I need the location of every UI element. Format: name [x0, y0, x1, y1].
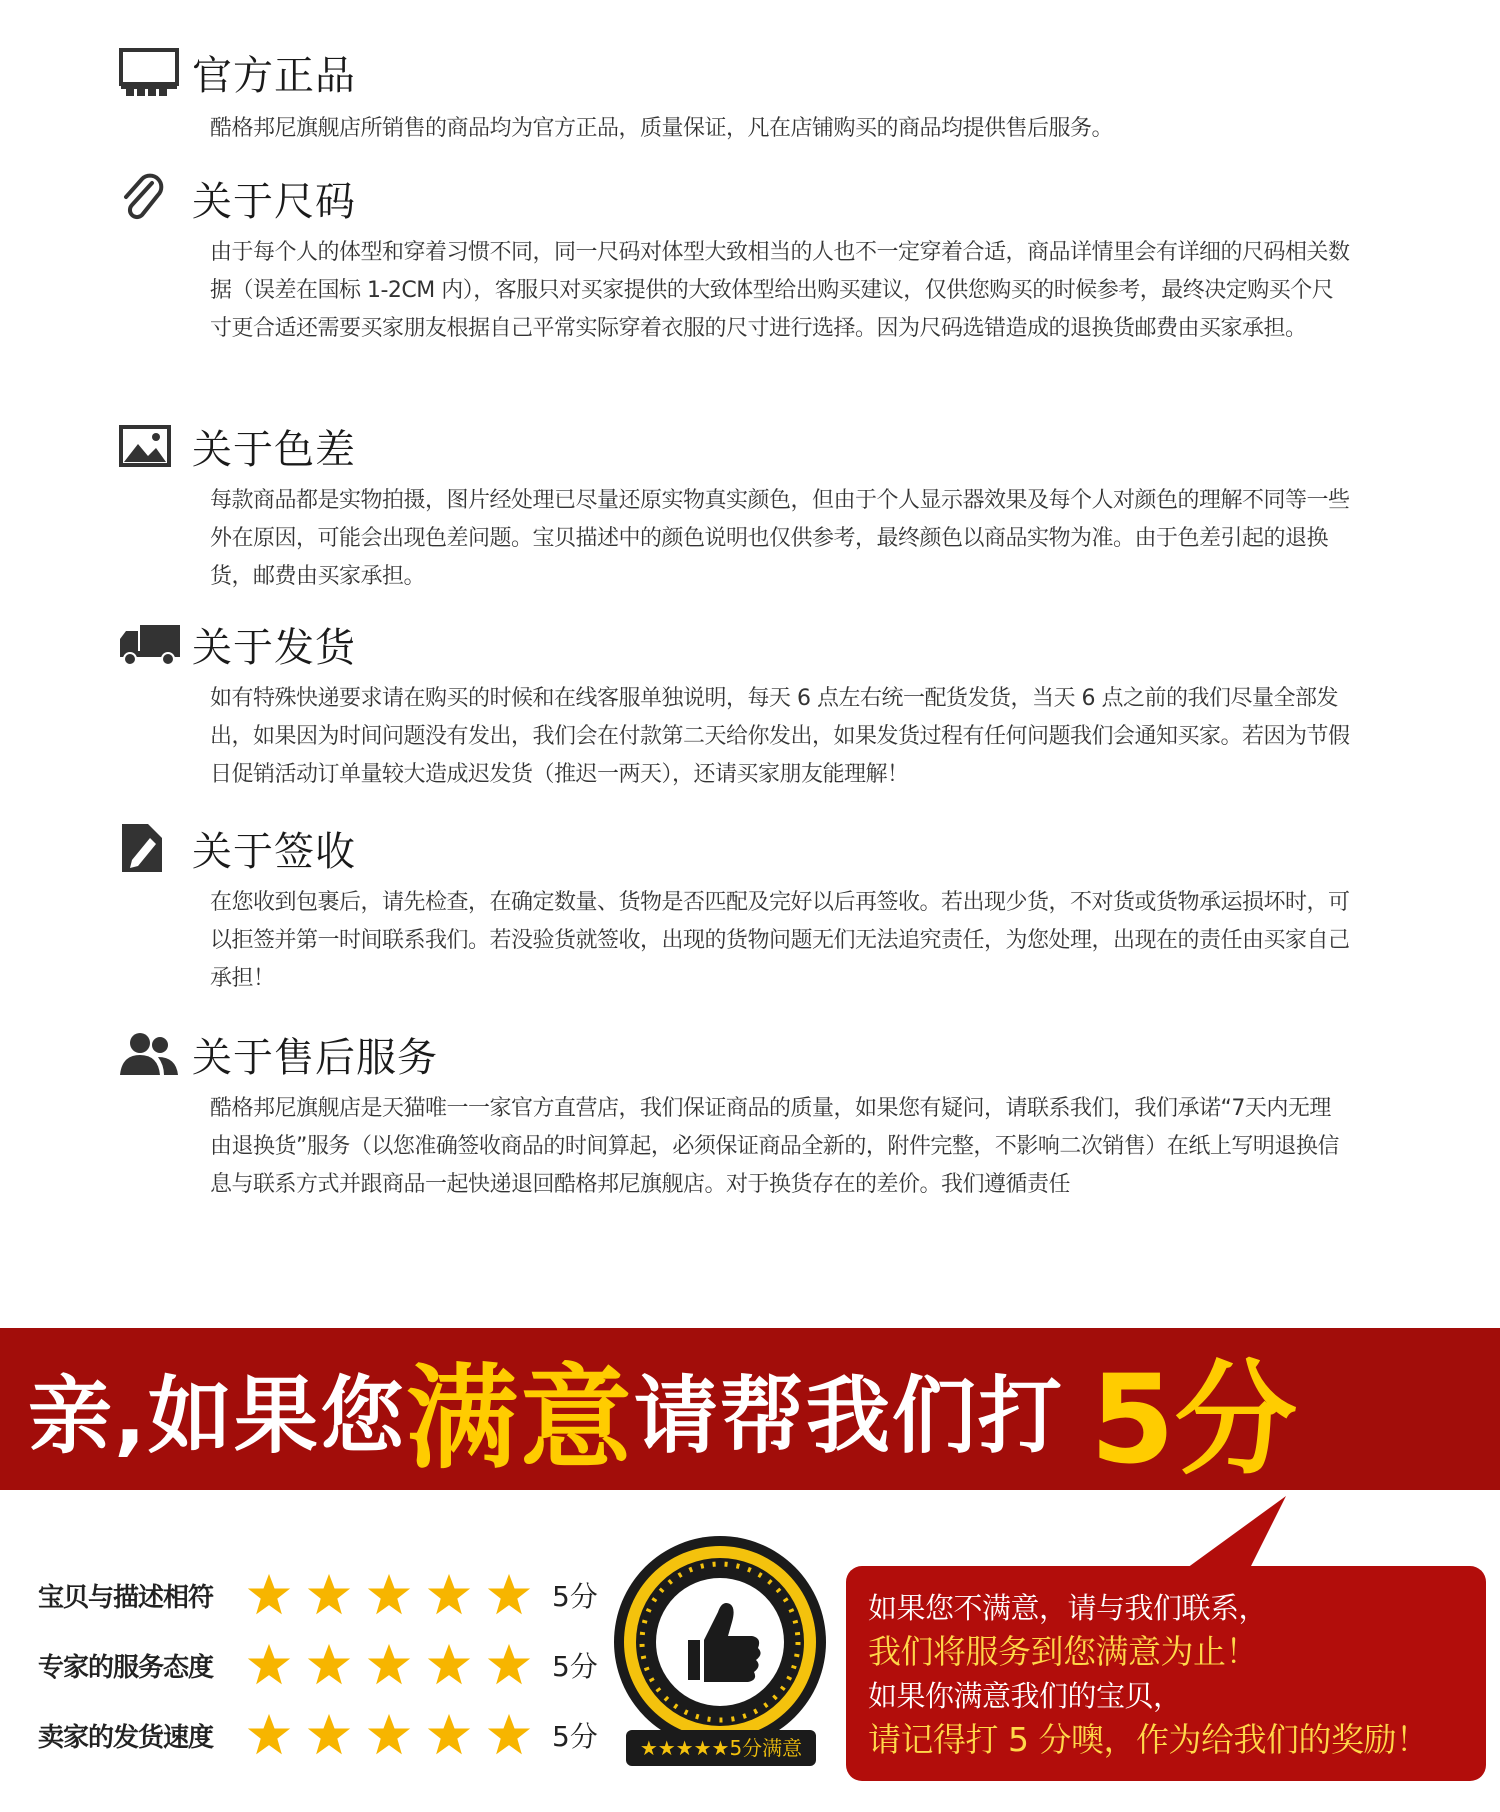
star-icon — [366, 1712, 412, 1758]
section-shipping — [118, 614, 1358, 794]
paperclip-icon — [118, 170, 188, 226]
banner-part1: 亲,如果您 — [28, 1366, 406, 1465]
monitor-icon — [118, 44, 188, 100]
banner-highlight: 满意 — [405, 1353, 634, 1484]
star-icon — [246, 1572, 292, 1618]
speech-line: 如果你满意我们的宝贝， — [868, 1679, 1182, 1713]
speech-line: 我们将服务到您满意为止！ — [868, 1632, 1258, 1671]
section-body: 每款商品都是实物拍摄，图片经处理已尽量还原实物真实颜色，但由于个人显示器效果及每个人对颜色的理解不同等一些外在原因，可能会出现色差问题。宝贝描述中的颜色说明也仅供参考，最终颜色以商品实物为准。由于色差引起的退换货，邮费由买家承担。 — [210, 488, 1350, 589]
rating-row — [38, 1630, 598, 1700]
speech-line: 请记得打 5 分噢，作为给我们的奖励！ — [868, 1720, 1429, 1759]
star-icon — [366, 1572, 412, 1618]
rating-row — [38, 1700, 598, 1770]
section-title: 关于签收 — [192, 828, 356, 875]
users-icon — [118, 1026, 188, 1082]
section-body: 酷格邦尼旗舰店是天猫唯一一家官方直营店，我们保证商品的质量，如果您有疑问，请联系我们，我们承诺“7天内无理由退换货”服务（以您准确签收商品的时间算起，必须保证商品全新的，附件完整，不影响二次销售）在纸上写明退换信息与联系方式并跟商品一起快递退回酷格邦尼旗舰店。对于换货存在的差价。我们遵循责任 — [210, 1096, 1339, 1197]
star-icon — [246, 1642, 292, 1688]
edit-icon — [118, 820, 188, 876]
section-signing — [118, 818, 1358, 998]
section-body: 在您收到包裹后，请先检查，在确定数量、货物是否匹配及完好以后再签收。若出现少货，不对货或货物承运损坏时，可以拒签并第一时间联系我们。若没验货就签收，出现的货物问题无们无法追究责任，为您处理，出现在的责任由买家自己承担！ — [210, 890, 1350, 991]
section-body: 由于每个人的体型和穿着习惯不同，同一尺码对体型大致相当的人也不一定穿着合适，商品详情里会有详细的尺码相关数据（误差在国标 1-2CM 内），客服只对买家提供的大致体型给出购买建议，仅供您购买的时候参考，最终决定购买个尺寸更合适还需要买家朋友根据自己平常实际穿着衣服的尺寸进行选择。因为尺码选错造成的退换货邮费由买家承担。 — [210, 240, 1350, 341]
section-size — [118, 168, 1358, 348]
satisfaction-badge — [600, 1530, 840, 1780]
speech-text — [868, 1586, 1468, 1762]
section-title: 官方正品 — [192, 52, 356, 99]
star-icon — [246, 1712, 292, 1758]
star-icon — [306, 1572, 352, 1618]
truck-icon — [118, 616, 188, 672]
star-icon — [366, 1642, 412, 1688]
rating-label: 卖家的发货速度 — [38, 1722, 214, 1753]
star-icon — [486, 1712, 532, 1758]
section-title: 关于发货 — [192, 624, 356, 671]
rating-row — [38, 1560, 598, 1630]
rating-score: 5分 — [552, 1720, 598, 1753]
rating-label: 专家的服务态度 — [38, 1652, 214, 1683]
star-icon — [486, 1642, 532, 1688]
star-icon — [426, 1572, 472, 1618]
banner-text — [28, 1334, 1297, 1491]
star-rating — [246, 1712, 532, 1758]
speech-bubble — [846, 1566, 1486, 1781]
section-after-sales — [118, 1024, 1358, 1204]
speech-tail-icon — [1176, 1496, 1296, 1576]
rating-label: 宝贝与描述相符 — [38, 1582, 214, 1613]
section-color — [118, 416, 1358, 596]
section-title: 关于售后服务 — [192, 1034, 438, 1081]
star-icon — [426, 1712, 472, 1758]
rating-score: 5分 — [552, 1580, 598, 1613]
star-icon — [306, 1712, 352, 1758]
star-icon — [306, 1642, 352, 1688]
badge-label: ★★★★★5分满意 — [626, 1730, 816, 1766]
section-title: 关于尺码 — [192, 178, 356, 225]
star-icon — [426, 1642, 472, 1688]
star-rating — [246, 1642, 532, 1688]
banner-score: 5分 — [1089, 1348, 1297, 1491]
rating-score: 5分 — [552, 1650, 598, 1683]
section-body: 如有特殊快递要求请在购买的时候和在线客服单独说明，每天 6 点左右统一配货发货，当天 6 点之前的我们尽量全部发出，如果因为时间问题没有发出，我们会在付款第二天给你发出，如果发货过程有任何问题我们会通知买家。若因为节假日促销活动订单量较大造成迟发货（推迟一两天），还请买家朋友能理解！ — [210, 686, 1350, 787]
section-title: 关于色差 — [192, 426, 356, 473]
image-icon — [118, 418, 188, 474]
section-official — [118, 42, 1358, 148]
banner-part2: 请帮我们打 — [633, 1366, 1064, 1465]
section-body: 酷格邦尼旗舰店所销售的商品均为官方正品，质量保证，凡在店铺购买的商品均提供售后服务。 — [210, 116, 1114, 141]
ratings-list — [38, 1560, 598, 1770]
speech-line: 如果您不满意，请与我们联系， — [868, 1591, 1268, 1625]
star-rating — [246, 1572, 532, 1618]
star-icon — [486, 1572, 532, 1618]
rating-banner — [0, 1328, 1500, 1490]
